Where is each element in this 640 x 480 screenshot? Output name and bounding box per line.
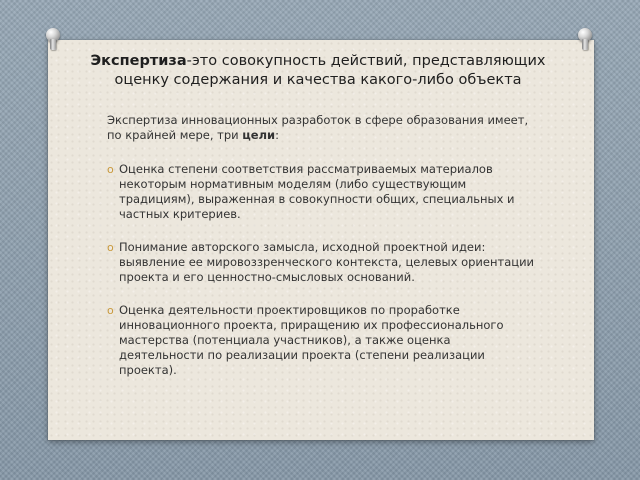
intro-goals-word: цели: [242, 128, 276, 142]
title-definition: -это совокупность действий, представляющих оценку содержания и качества какого-либо объекта: [114, 53, 546, 88]
bullet-marker-icon: o: [107, 163, 114, 176]
title-term: Экспертиза: [90, 53, 187, 69]
bullet-marker-icon: o: [107, 241, 114, 254]
bullet-item: [107, 303, 537, 378]
intro-suffix: :: [275, 128, 279, 142]
intro-paragraph: [107, 113, 537, 143]
pushpin-icon: [578, 28, 592, 50]
bullet-text: Оценка деятельности проектировщиков по проработке инновационного проекта, приращению их профессионального мастерства (потенциала участников), а также оценка деятельности по реализации проекта (степени реализации проекта).: [119, 303, 504, 377]
bullet-marker-icon: o: [107, 304, 114, 317]
pushpin-icon: [46, 28, 60, 50]
bullet-text: Оценка степени соответствия рассматриваемых материалов некоторым нормативным моделям (либо существующим традициям), выраженная в совокупности общих, специальных и частных критериев.: [119, 162, 515, 221]
bullet-item: [107, 240, 537, 285]
slide-title: [84, 52, 552, 90]
bullet-text: Понимание авторского замысла, исходной проектной идеи: выявление ее мировоззренческого контекста, целевых ориентации проекта и его ценностно-смысловых оснований.: [119, 240, 535, 284]
intro-text: Экспертиза инновационных разработок в сфере образования имеет, по крайней мере, три: [107, 113, 529, 142]
bullet-item: [107, 162, 537, 222]
